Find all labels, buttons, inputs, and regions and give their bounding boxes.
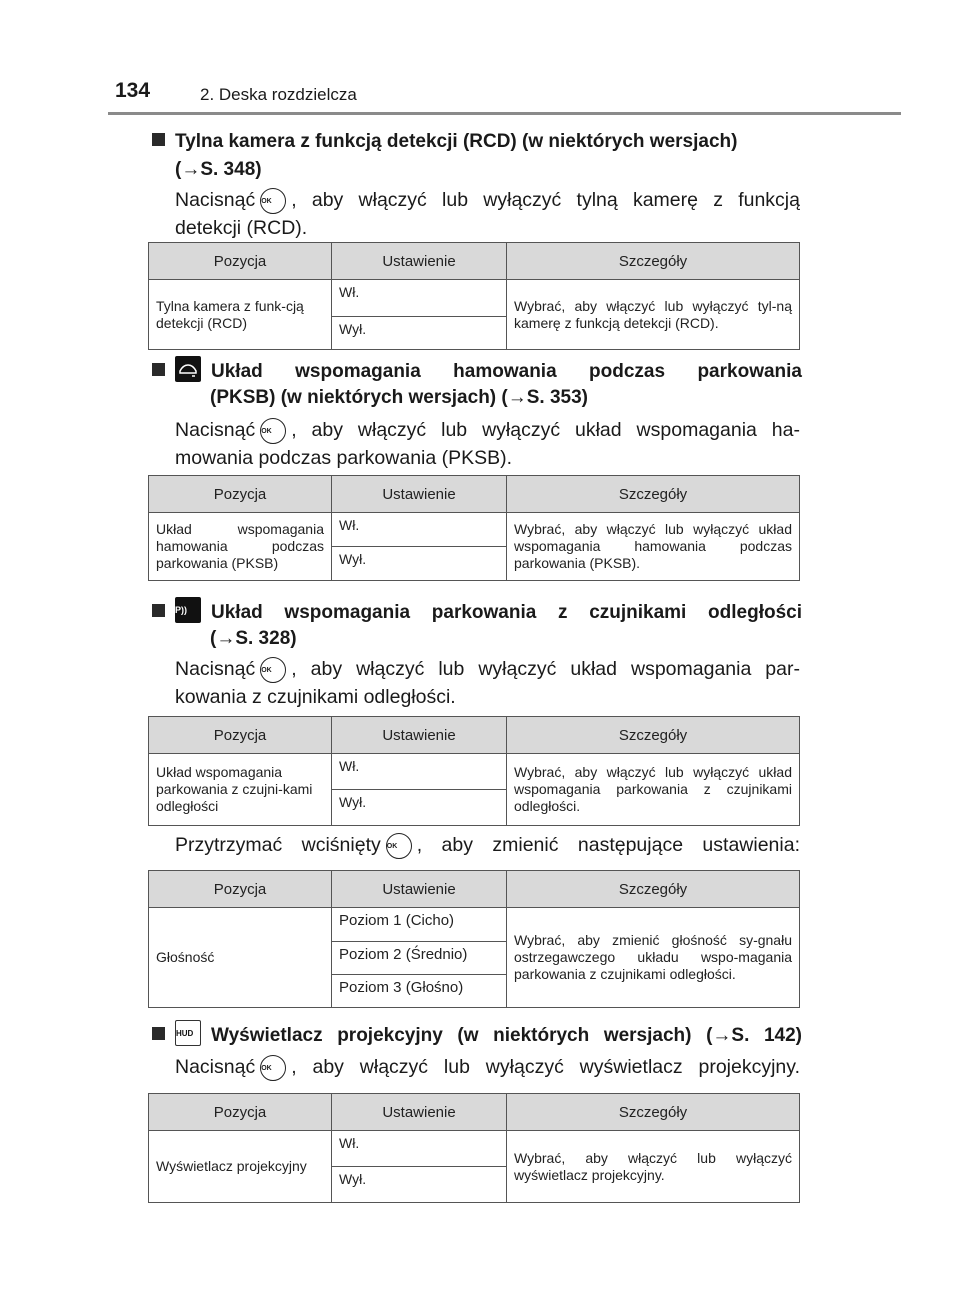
section-title: 2. Deska rozdzielcza — [200, 85, 357, 104]
col-header-details: Szczegóły — [507, 476, 800, 513]
instruction-rcd: Nacisnąć OK , aby włączyć lub wyłączyć tylną kamerę z funkcją — [175, 186, 800, 214]
section-heading-pksb: Układ wspomagania hamowania podczas parkowania — [152, 356, 802, 386]
settings-table-rcd — [148, 242, 800, 350]
hud-icon: HUD — [175, 1020, 201, 1046]
col-header-details: Szczegóły — [507, 243, 800, 280]
settings-table-parking-sensor — [148, 716, 800, 826]
table-cell-off: Wył. — [332, 547, 507, 581]
table-cell-off: Wył. — [332, 1167, 507, 1203]
page-number: 134 — [115, 79, 151, 102]
col-header-position: Pozycja — [149, 1094, 332, 1131]
col-header-details: Szczegóły — [507, 871, 800, 908]
table-cell-details: Wybrać, aby włączyć lub wyłączyć układ wspomagania hamowania podczas parkowania (PKSB). — [507, 513, 800, 581]
col-header-position: Pozycja — [149, 243, 332, 280]
bullet-square-icon — [152, 133, 165, 146]
col-header-position: Pozycja — [149, 871, 332, 908]
table-cell-item: Układ wspomagania parkowania z czujni-kami odległości — [149, 754, 332, 826]
instruction-hud: Nacisnąć OK , aby włączyć lub wyłączyć wyświetlacz projekcyjny. — [175, 1053, 800, 1081]
instruction-rcd-cont: detekcji (RCD). — [175, 217, 308, 239]
table-cell-level-1: Poziom 1 (Cicho) — [332, 908, 507, 942]
table-cell-level-3: Poziom 3 (Głośno) — [332, 975, 507, 1008]
table-cell-details: Wybrać, aby włączyć lub wyłączyć tyl-ną kamerę z funkcją detekcji (RCD). — [507, 280, 800, 350]
bullet-square-icon — [152, 1027, 165, 1040]
table-cell-details: Wybrać, aby włączyć lub wyłączyć układ wspomagania parkowania z czujnikami odległości. — [507, 754, 800, 826]
table-cell-item: Tylna kamera z funk-cją detekcji (RCD) — [149, 280, 332, 350]
table-cell-item: Głośność — [149, 908, 332, 1008]
hold-instruction: Przytrzymać wciśnięty OK , aby zmienić następujące ustawienia: — [175, 831, 800, 859]
table-cell-on: Wł. — [332, 754, 507, 790]
table-cell-details: Wybrać, aby włączyć lub wyłączyć wyświetlacz projekcyjny. — [507, 1131, 800, 1203]
col-header-setting: Ustawienie — [332, 1094, 507, 1131]
col-header-position: Pozycja — [149, 476, 332, 513]
table-cell-level-2: Poziom 2 (Średnio) — [332, 942, 507, 975]
ok-button-icon: OK — [260, 188, 286, 214]
section-ref-parking-sensor: (→S. 328) — [210, 628, 297, 649]
section-ref-rcd: (→S. 348) — [175, 159, 262, 180]
col-header-setting: Ustawienie — [332, 717, 507, 754]
parking-sensor-icon: P)) — [175, 597, 201, 623]
table-cell-item: Układ wspomagania hamowania podczas parkowania (PKSB) — [149, 513, 332, 581]
table-cell-on: Wł. — [332, 513, 507, 547]
instruction-parking-sensor: Nacisnąć OK , aby włączyć lub wyłączyć układ wspomagania par- — [175, 655, 800, 683]
col-header-setting: Ustawienie — [332, 871, 507, 908]
col-header-details: Szczegóły — [507, 1094, 800, 1131]
settings-table-pksb — [148, 475, 800, 581]
col-header-setting: Ustawienie — [332, 243, 507, 280]
settings-table-hud — [148, 1093, 800, 1203]
instruction-pksb: Nacisnąć OK , aby włączyć lub wyłączyć układ wspomagania ha- — [175, 416, 800, 444]
table-cell-off: Wył. — [332, 317, 507, 350]
bullet-square-icon — [152, 604, 165, 617]
section-ref-pksb: (PKSB) (w niektórych wersjach) (→S. 353) — [210, 387, 588, 408]
table-cell-on: Wł. — [332, 1131, 507, 1167]
section-heading-parking-sensor: P)) Układ wspomagania parkowania z czujnikami odległości — [152, 597, 802, 627]
table-cell-on: Wł. — [332, 280, 507, 317]
col-header-position: Pozycja — [149, 717, 332, 754]
ok-button-icon: OK — [260, 657, 286, 683]
instruction-parking-sensor-cont: kowania z czujnikami odległości. — [175, 686, 456, 708]
col-header-details: Szczegóły — [507, 717, 800, 754]
bullet-square-icon — [152, 363, 165, 376]
ok-button-icon: OK — [386, 833, 412, 859]
instruction-pksb-cont: mowania podczas parkowania (PKSB). — [175, 447, 513, 469]
col-header-setting: Ustawienie — [332, 476, 507, 513]
ok-button-icon: OK — [260, 418, 286, 444]
header-divider — [108, 112, 901, 115]
settings-table-volume — [148, 870, 800, 1008]
section-heading-hud: HUD Wyświetlacz projekcyjny (w niektórych wersjach) (→S. 142) — [152, 1020, 802, 1050]
ok-button-icon: OK — [260, 1055, 286, 1081]
section-heading-rcd: Tylna kamera z funkcją detekcji (RCD) (w niektórych wersjach) — [152, 128, 802, 156]
table-cell-details: Wybrać, aby zmienić głośność sy-gnału ostrzegawczego układu wspo-magania parkowania z czujnikami odległości. — [507, 908, 800, 1008]
pksb-icon — [175, 356, 201, 382]
table-cell-item: Wyświetlacz projekcyjny — [149, 1131, 332, 1203]
table-cell-off: Wył. — [332, 790, 507, 826]
